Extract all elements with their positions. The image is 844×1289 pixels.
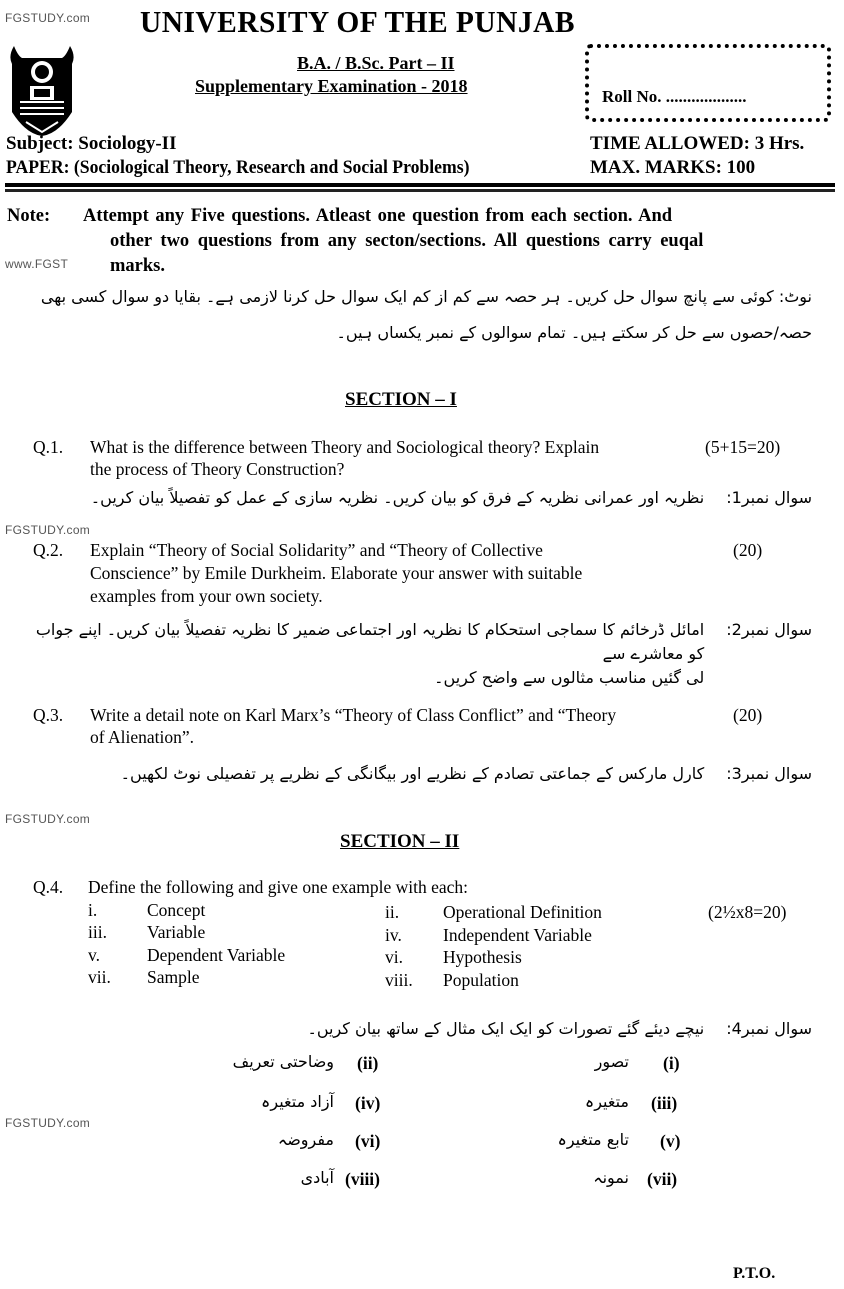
- term-number: vii.: [88, 967, 111, 987]
- roll-number-label: Roll No. ...................: [602, 87, 747, 106]
- term-number: (v): [660, 1131, 681, 1151]
- note-urdu: نوٹ: کوئی سے پانچ سوال حل کریں۔ ہر حصہ سے کم از کم ایک سوال حل کرنا لازمی ہے۔ بقایا دو سوال کسی بھی: [40, 287, 812, 306]
- term-urdu: آزاد متغیرہ: [261, 1092, 334, 1111]
- page-turn-note: P.T.O.: [733, 1265, 776, 1282]
- question-urdu: نظریہ اور عمرانی نظریہ کے فرق کو بیان کریں۔ نظریہ سازی کے عمل کو تفصیلاً بیان کریں۔: [90, 488, 705, 507]
- term-number: (i): [663, 1053, 680, 1073]
- question-number: Q.2.: [33, 540, 64, 560]
- question-text: Define the following and give one example with each:: [88, 877, 469, 897]
- subject: Subject: Sociology-II: [6, 133, 177, 154]
- term: Hypothesis: [443, 947, 522, 967]
- term-number: (ii): [357, 1053, 379, 1073]
- term: Operational Definition: [443, 902, 602, 922]
- question-urdu-label: سوال نمبر3:: [726, 764, 812, 783]
- term-urdu: تصور: [594, 1052, 629, 1071]
- question-text: the process of Theory Construction?: [90, 459, 345, 479]
- note-text: other two questions from any secton/sections. All questions carry euqal: [110, 231, 704, 251]
- paper: PAPER: (Sociological Theory, Research and Social Problems): [6, 157, 470, 178]
- term-number: v.: [88, 945, 100, 965]
- term-urdu: نمونہ: [593, 1168, 629, 1187]
- university-title: UNIVERSITY OF THE PUNJAB: [140, 4, 575, 39]
- term-number: (vi): [355, 1131, 381, 1151]
- degree-title: B.A. / B.Sc. Part – II: [297, 53, 455, 73]
- term-number: (vii): [647, 1169, 678, 1189]
- question-marks: (5+15=20): [705, 437, 781, 457]
- time-allowed: TIME ALLOWED: 3 Hrs.: [590, 133, 805, 154]
- term-urdu: وضاحتی تعریف: [232, 1052, 334, 1071]
- term-number: i.: [88, 900, 98, 920]
- term-number: viii.: [385, 970, 413, 990]
- question-number: Q.4.: [33, 877, 64, 897]
- question-marks: (20): [733, 705, 763, 725]
- question-urdu-label: سوال نمبر2:: [726, 620, 812, 639]
- question-text: examples from your own society.: [90, 586, 323, 606]
- question-urdu: نیچے دیئے گئے تصورات کو ایک ایک مثال کے ساتھ بیان کریں۔: [307, 1019, 705, 1038]
- question-text: of Alienation”.: [90, 727, 195, 747]
- term: Concept: [147, 900, 206, 920]
- section-heading: SECTION – I: [345, 389, 457, 410]
- term-number: (iii): [651, 1093, 678, 1113]
- watermark: FGSTUDY.com: [5, 1116, 91, 1130]
- question-text: Write a detail note on Karl Marx’s “Theory of Class Conflict” and “Theory: [90, 705, 617, 725]
- divider: [5, 183, 835, 187]
- watermark: FGSTUDY.com: [5, 11, 91, 25]
- term-number: iv.: [385, 925, 402, 945]
- question-text: Explain “Theory of Social Solidarity” and “Theory of Collective: [90, 540, 543, 560]
- question-urdu-label: سوال نمبر1:: [726, 488, 812, 507]
- term: Independent Variable: [443, 925, 592, 945]
- question-urdu-label: سوال نمبر4:: [726, 1019, 812, 1038]
- note-text: Attempt any Five questions. Atleast one question from each section. And: [83, 206, 673, 226]
- note-text: marks.: [110, 256, 165, 276]
- max-marks: MAX. MARKS: 100: [590, 157, 756, 178]
- watermark: FGSTUDY.com: [5, 812, 91, 826]
- note-urdu: حصہ/حصوں سے حل کر سکتے ہیں۔ تمام سوالوں کے نمبر یکساں ہیں۔: [336, 323, 812, 342]
- question-urdu: لی گئیں مناسب مثالوں سے واضح کریں۔: [434, 668, 705, 687]
- term-number: vi.: [385, 947, 403, 967]
- watermark: www.FGST: [5, 257, 69, 271]
- question-urdu: امائل ڈرخائم کا سماجی استحکام کا نظریہ اور اجتماعی ضمیر کا نظریہ تفصیلاً بیان کریں۔ اپنے جواب کو معاشرے سے: [35, 620, 705, 663]
- term-number: (iv): [355, 1093, 381, 1113]
- exam-title: Supplementary Examination - 2018: [195, 76, 468, 96]
- question-urdu: کارل مارکس کے جماعتی تصادم کے نظریے اور بیگانگی کے نظریے پر تفصیلی نوٹ لکھیں۔: [120, 764, 705, 783]
- question-urdu-row: [22, 762, 812, 786]
- section-heading: SECTION – II: [340, 831, 460, 852]
- university-logo: [6, 42, 78, 138]
- watermark: FGSTUDY.com: [5, 523, 91, 537]
- term-number: iii.: [88, 922, 107, 942]
- term: Variable: [147, 922, 206, 942]
- question-text: Conscience” by Emile Durkheim. Elaborate your answer with suitable: [90, 563, 583, 583]
- question-text: What is the difference between Theory and Sociological theory? Explain: [90, 437, 600, 457]
- term-urdu: تابع متغیرہ: [557, 1130, 629, 1149]
- term-urdu: آبادی: [300, 1168, 334, 1187]
- term-urdu: مفروضہ: [277, 1130, 334, 1149]
- question-urdu-row: [22, 618, 812, 690]
- question-marks: (20): [733, 540, 763, 560]
- note-urdu-block: [22, 286, 812, 344]
- question-number: Q.3.: [33, 705, 64, 725]
- term: Dependent Variable: [147, 945, 286, 965]
- roll-number-box: [585, 44, 831, 122]
- term: Sample: [147, 967, 200, 987]
- question-urdu-row: [22, 1017, 812, 1041]
- term-number: (viii): [345, 1169, 380, 1189]
- term: Population: [443, 970, 519, 990]
- divider: [5, 189, 835, 192]
- note-label: Note:: [7, 206, 51, 226]
- question-urdu-row: [22, 486, 812, 510]
- question-marks: (2½x8=20): [708, 902, 787, 922]
- question-number: Q.1.: [33, 437, 64, 457]
- term-urdu: متغیرہ: [584, 1092, 629, 1111]
- term-number: ii.: [385, 902, 400, 922]
